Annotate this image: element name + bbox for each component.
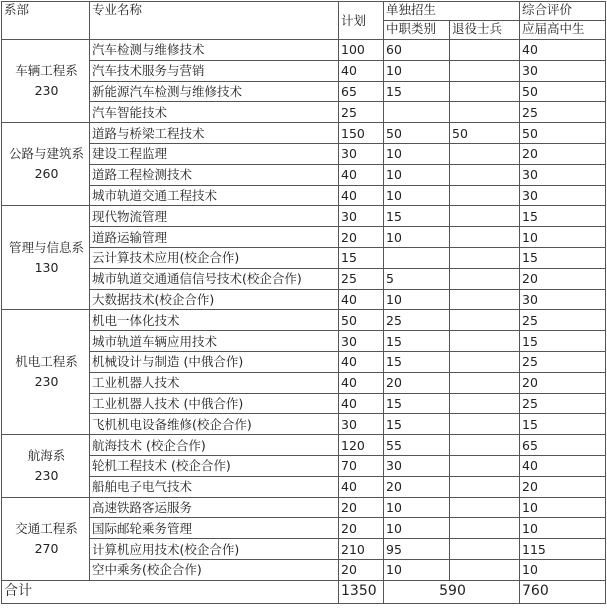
plan-count: 25 bbox=[339, 102, 384, 123]
plan-count: 15 bbox=[339, 247, 384, 268]
comprehensive-count: 15 bbox=[520, 414, 606, 435]
plan-count: 30 bbox=[339, 143, 384, 164]
comprehensive-count: 50 bbox=[520, 81, 606, 102]
major-name: 飞机机电设备维修(校企合作) bbox=[90, 414, 339, 435]
header-veteran: 退役士兵 bbox=[450, 21, 520, 40]
department-name: 航海系 bbox=[27, 447, 66, 463]
table-row bbox=[2, 497, 606, 518]
total-plan: 1350 bbox=[339, 580, 384, 603]
comprehensive-count: 25 bbox=[520, 102, 606, 123]
table-row bbox=[2, 185, 606, 206]
plan-count: 150 bbox=[339, 123, 384, 144]
table-row bbox=[2, 206, 606, 227]
veteran-count bbox=[450, 102, 520, 123]
veteran-count bbox=[450, 435, 520, 456]
vocational-count: 20 bbox=[384, 372, 450, 393]
department-name: 车辆工程系 bbox=[15, 63, 78, 79]
comprehensive-count: 25 bbox=[520, 310, 606, 331]
vocational-count bbox=[384, 247, 450, 268]
department-cell bbox=[2, 40, 90, 123]
vocational-count: 50 bbox=[384, 123, 450, 144]
table-row bbox=[2, 60, 606, 81]
veteran-count bbox=[450, 227, 520, 248]
veteran-count bbox=[450, 497, 520, 518]
department-name: 机电工程系 bbox=[15, 354, 78, 370]
plan-count: 40 bbox=[339, 372, 384, 393]
major-name: 道路运输管理 bbox=[90, 227, 339, 248]
total-comprehensive: 760 bbox=[520, 580, 606, 603]
major-name: 云计算技术应用(校企合作) bbox=[90, 247, 339, 268]
table-row bbox=[2, 268, 606, 289]
veteran-count bbox=[450, 455, 520, 476]
veteran-count bbox=[450, 247, 520, 268]
comprehensive-count: 15 bbox=[520, 206, 606, 227]
major-name: 建设工程监理 bbox=[90, 143, 339, 164]
table-row bbox=[2, 310, 606, 331]
veteran-count bbox=[450, 372, 520, 393]
vocational-count: 60 bbox=[384, 40, 450, 61]
veteran-count bbox=[450, 539, 520, 560]
major-name: 城市轨道车辆应用技术 bbox=[90, 331, 339, 352]
header-vocational: 中职类别 bbox=[384, 21, 450, 40]
vocational-count: 10 bbox=[384, 60, 450, 81]
vocational-count: 10 bbox=[384, 227, 450, 248]
veteran-count bbox=[450, 164, 520, 185]
table-row bbox=[2, 331, 606, 352]
veteran-count bbox=[450, 414, 520, 435]
department-total: 230 bbox=[34, 374, 59, 390]
department-total: 270 bbox=[34, 540, 59, 556]
header-dept: 系部 bbox=[2, 2, 90, 40]
plan-count: 25 bbox=[339, 268, 384, 289]
veteran-count bbox=[450, 476, 520, 497]
table-row bbox=[2, 414, 606, 435]
vocational-count: 15 bbox=[384, 81, 450, 102]
veteran-count bbox=[450, 518, 520, 539]
major-name: 机电一体化技术 bbox=[90, 310, 339, 331]
comprehensive-count: 10 bbox=[520, 559, 606, 580]
vocational-count: 55 bbox=[384, 435, 450, 456]
major-name: 汽车检测与维修技术 bbox=[90, 40, 339, 61]
table-row bbox=[2, 102, 606, 123]
comprehensive-count: 115 bbox=[520, 539, 606, 560]
major-name: 船舶电子电气技术 bbox=[90, 476, 339, 497]
vocational-count: 15 bbox=[384, 206, 450, 227]
table-row bbox=[2, 393, 606, 414]
veteran-count bbox=[450, 393, 520, 414]
veteran-count bbox=[450, 143, 520, 164]
comprehensive-count: 10 bbox=[520, 518, 606, 539]
major-name: 轮机工程技术 (校企合作) bbox=[90, 455, 339, 476]
total-label: 合计 bbox=[2, 580, 339, 603]
plan-count: 20 bbox=[339, 227, 384, 248]
veteran-count bbox=[450, 60, 520, 81]
header-highschool: 应届高中生 bbox=[520, 21, 606, 40]
plan-count: 40 bbox=[339, 60, 384, 81]
major-name: 空中乘务(校企合作) bbox=[90, 559, 339, 580]
plan-count: 20 bbox=[339, 497, 384, 518]
table-row bbox=[2, 539, 606, 560]
veteran-count bbox=[450, 331, 520, 352]
department-cell bbox=[2, 206, 90, 310]
table-row bbox=[2, 247, 606, 268]
major-name: 机械设计与制造 (中俄合作) bbox=[90, 351, 339, 372]
comprehensive-count: 40 bbox=[520, 455, 606, 476]
veteran-count bbox=[450, 351, 520, 372]
major-name: 现代物流管理 bbox=[90, 206, 339, 227]
plan-count: 70 bbox=[339, 455, 384, 476]
plan-count: 40 bbox=[339, 393, 384, 414]
table-row bbox=[2, 476, 606, 497]
vocational-count: 10 bbox=[384, 559, 450, 580]
plan-count: 40 bbox=[339, 185, 384, 206]
comprehensive-count: 10 bbox=[520, 227, 606, 248]
plan-count: 100 bbox=[339, 40, 384, 61]
table-row bbox=[2, 351, 606, 372]
vocational-count: 5 bbox=[384, 268, 450, 289]
comprehensive-count: 25 bbox=[520, 351, 606, 372]
vocational-count: 20 bbox=[384, 476, 450, 497]
comprehensive-count: 30 bbox=[520, 164, 606, 185]
vocational-count bbox=[384, 102, 450, 123]
department-total: 230 bbox=[34, 467, 59, 483]
vocational-count: 10 bbox=[384, 164, 450, 185]
major-name: 道路与桥梁工程技术 bbox=[90, 123, 339, 144]
header-single-enrollment: 单独招生 bbox=[384, 2, 520, 21]
major-name: 大数据技术(校企合作) bbox=[90, 289, 339, 310]
plan-count: 40 bbox=[339, 476, 384, 497]
major-name: 新能源汽车检测与维修技术 bbox=[90, 81, 339, 102]
department-total: 230 bbox=[34, 83, 59, 99]
header-plan: 计划 bbox=[339, 2, 384, 40]
department-cell bbox=[2, 435, 90, 497]
total-row bbox=[2, 580, 606, 603]
veteran-count bbox=[450, 81, 520, 102]
comprehensive-count: 50 bbox=[520, 123, 606, 144]
comprehensive-count: 10 bbox=[520, 497, 606, 518]
major-name: 工业机器人技术 (中俄合作) bbox=[90, 393, 339, 414]
plan-count: 20 bbox=[339, 559, 384, 580]
table-row bbox=[2, 164, 606, 185]
vocational-count: 15 bbox=[384, 351, 450, 372]
header-row-1 bbox=[2, 2, 606, 21]
major-name: 城市轨道交通工程技术 bbox=[90, 185, 339, 206]
major-name: 计算机应用技术(校企合作) bbox=[90, 539, 339, 560]
table-row bbox=[2, 435, 606, 456]
header-major: 专业名称 bbox=[90, 2, 339, 40]
comprehensive-count: 40 bbox=[520, 40, 606, 61]
vocational-count: 10 bbox=[384, 518, 450, 539]
vocational-count: 15 bbox=[384, 414, 450, 435]
table-row bbox=[2, 289, 606, 310]
vocational-count: 10 bbox=[384, 185, 450, 206]
comprehensive-count: 30 bbox=[520, 185, 606, 206]
comprehensive-count: 30 bbox=[520, 60, 606, 81]
major-name: 汽车技术服务与营销 bbox=[90, 60, 339, 81]
vocational-count: 95 bbox=[384, 539, 450, 560]
major-name: 工业机器人技术 bbox=[90, 372, 339, 393]
plan-count: 30 bbox=[339, 414, 384, 435]
major-name: 国际邮轮乘务管理 bbox=[90, 518, 339, 539]
vocational-count: 10 bbox=[384, 289, 450, 310]
vocational-count: 15 bbox=[384, 393, 450, 414]
plan-count: 210 bbox=[339, 539, 384, 560]
comprehensive-count: 20 bbox=[520, 476, 606, 497]
comprehensive-count: 65 bbox=[520, 435, 606, 456]
major-name: 道路工程检测技术 bbox=[90, 164, 339, 185]
department-total: 130 bbox=[34, 259, 59, 275]
table-row bbox=[2, 227, 606, 248]
vocational-count: 25 bbox=[384, 310, 450, 331]
veteran-count bbox=[450, 268, 520, 289]
comprehensive-count: 30 bbox=[520, 289, 606, 310]
header-comprehensive: 综合评价 bbox=[520, 2, 606, 21]
plan-count: 20 bbox=[339, 518, 384, 539]
veteran-count bbox=[450, 40, 520, 61]
major-name: 航海技术 (校企合作) bbox=[90, 435, 339, 456]
veteran-count bbox=[450, 559, 520, 580]
veteran-count bbox=[450, 185, 520, 206]
table-row bbox=[2, 81, 606, 102]
department-cell bbox=[2, 497, 90, 580]
plan-count: 30 bbox=[339, 206, 384, 227]
table-row bbox=[2, 455, 606, 476]
comprehensive-count: 15 bbox=[520, 331, 606, 352]
department-cell bbox=[2, 310, 90, 435]
department-name: 交通工程系 bbox=[15, 520, 78, 536]
enrollment-plan-table bbox=[1, 1, 606, 604]
department-total: 260 bbox=[34, 166, 59, 182]
plan-count: 30 bbox=[339, 331, 384, 352]
vocational-count: 30 bbox=[384, 455, 450, 476]
comprehensive-count: 20 bbox=[520, 372, 606, 393]
department-cell bbox=[2, 123, 90, 206]
table-row bbox=[2, 143, 606, 164]
veteran-count bbox=[450, 206, 520, 227]
department-name: 管理与信息系 bbox=[8, 239, 84, 255]
veteran-count bbox=[450, 310, 520, 331]
major-name: 汽车智能技术 bbox=[90, 102, 339, 123]
veteran-count: 50 bbox=[450, 123, 520, 144]
table-row bbox=[2, 559, 606, 580]
comprehensive-count: 15 bbox=[520, 247, 606, 268]
vocational-count: 10 bbox=[384, 497, 450, 518]
major-name: 高速铁路客运服务 bbox=[90, 497, 339, 518]
veteran-count bbox=[450, 289, 520, 310]
plan-count: 120 bbox=[339, 435, 384, 456]
vocational-count: 10 bbox=[384, 143, 450, 164]
table-body bbox=[2, 2, 606, 604]
plan-count: 50 bbox=[339, 310, 384, 331]
table-row bbox=[2, 40, 606, 61]
table-row bbox=[2, 123, 606, 144]
department-name: 公路与建筑系 bbox=[8, 146, 84, 162]
plan-count: 40 bbox=[339, 351, 384, 372]
table-row bbox=[2, 518, 606, 539]
plan-count: 40 bbox=[339, 289, 384, 310]
plan-count: 40 bbox=[339, 164, 384, 185]
major-name: 城市轨道交通通信信号技术(校企合作) bbox=[90, 268, 339, 289]
vocational-count: 15 bbox=[384, 331, 450, 352]
comprehensive-count: 25 bbox=[520, 393, 606, 414]
plan-count: 65 bbox=[339, 81, 384, 102]
total-single: 590 bbox=[384, 580, 520, 603]
table-row bbox=[2, 372, 606, 393]
comprehensive-count: 20 bbox=[520, 268, 606, 289]
comprehensive-count: 20 bbox=[520, 143, 606, 164]
